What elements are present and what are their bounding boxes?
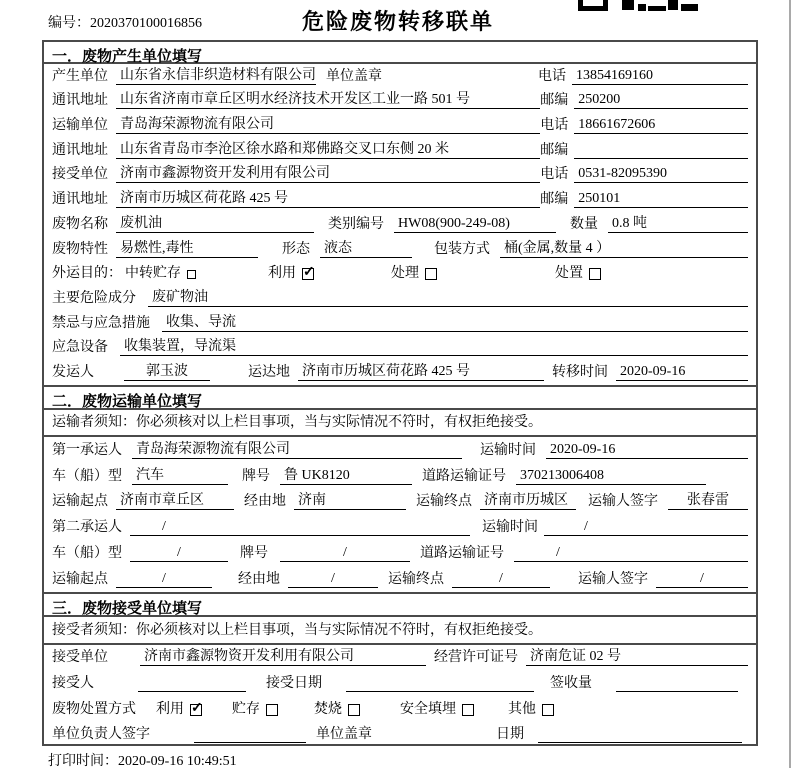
print-time-value: 2020-09-16 10:49:51 [118,754,237,768]
emergency-equipment-value: 收集装置，导流渠 [120,335,748,356]
row-waste-name [44,212,756,237]
transfer-time-label: 转移时间 [552,364,608,380]
address-label: 通讯地址 [52,93,108,109]
accept-date-label: 接受日期 [266,676,322,692]
route-via-value: / [288,571,378,588]
disposal-method-label: 废物处置方式 [52,701,136,717]
carrier-signature-label: 运输人签字 [578,571,648,587]
vehicle-type-label: 车（船）型 [52,545,122,561]
print-time-label: 打印时间： [48,754,118,768]
waste-name-value: 废机油 [116,212,314,233]
purpose-opt-use-label: 利用 [268,266,296,282]
purpose-opt-storage-checkbox [187,270,196,279]
acceptor-label: 接受人 [52,676,94,692]
route-start-label: 运输起点 [52,494,108,510]
row-emergency-equipment [44,336,756,361]
accept-date-value [346,691,534,692]
disposal-opt-use-label: 利用 [156,701,184,717]
row-vehicle-1 [44,463,756,489]
generator-value: 山东省永信非织造材料有限公司 [116,64,316,85]
phone-label: 电话 [538,68,566,84]
receiver-notice-text: 接受者须知：你必须核对以上栏目事项，当与实际情况不符时，有权拒绝接受。 [52,622,542,638]
precautions-label: 禁忌与应急措施 [52,315,150,331]
main-hazard-value: 废矿物油 [148,286,748,307]
plate-label: 牌号 [240,545,268,561]
transport-time-value: 2020-09-16 [546,442,748,459]
transporter-notice-text: 运输者须知：你必须核对以上栏目事项，当与实际情况不符时，有权拒绝接受。 [52,414,542,430]
destination-label: 运达地 [248,364,290,380]
received-qty-label: 签收量 [550,676,592,692]
row-receiving-unit [44,645,756,671]
plate-value: 鲁 UK8120 [280,464,412,485]
address-value: 济南市历城区荷花路 425 号 [116,187,540,208]
road-permit-value: 370213006408 [516,468,706,485]
packing-value: 桶(金属,数量 4 ） [500,237,748,258]
row-transporter [44,113,756,138]
waste-props-value: 易燃性,毒性 [116,237,258,258]
road-permit-value: / [514,545,748,562]
waste-name-label: 废物名称 [52,216,108,232]
first-carrier-value: 青岛海荣源物流有限公司 [132,438,462,459]
route-start-value: 济南市章丘区 [116,489,234,510]
row-receiver-notice [44,617,756,645]
row-route-2 [44,566,756,592]
date-label: 日期 [496,727,524,743]
responsible-signature-label: 单位负责人签字 [52,727,150,743]
doc-number-value: 2020370100016856 [90,16,202,31]
vehicle-type-value: 汽车 [132,464,228,485]
row-main-hazard [44,286,756,311]
received-qty-value [616,691,738,692]
consignor-value: 郭玉波 [124,360,210,381]
row-transfer-purpose [44,262,756,287]
second-carrier-value: / [130,519,470,536]
first-carrier-label: 第一承运人 [52,442,122,458]
route-start-value: / [116,571,212,588]
postcode-label: 邮编 [540,93,569,109]
transporter-value: 青岛海荣源物流有限公司 [116,113,540,134]
phone-value: 18661672606 [574,117,748,134]
doc-number-label: 编号： [48,16,90,31]
postcode-label: 邮编 [540,192,569,208]
address-label: 通讯地址 [52,192,108,208]
address-value: 山东省济南市章丘区明水经济技术开发区工业一路 501 号 [116,88,540,109]
emergency-equipment-label: 应急设备 [52,340,108,356]
route-start-label: 运输起点 [52,571,108,587]
disposal-opt-use-checkbox [190,704,202,716]
disposal-opt-landfill-label: 安全填埋 [400,701,456,717]
route-end-value: / [452,571,550,588]
section2-header: 二．废物运输单位填写 [44,385,756,410]
row-second-carrier [44,514,756,540]
phone-value: 0531-82095390 [574,166,748,183]
purpose-opt-treat-checkbox [425,268,437,280]
category-label: 类别编号 [328,216,384,232]
road-permit-label: 道路运输证号 [422,468,506,484]
category-value: HW08(900-249-08) [394,216,556,233]
seal-label: 单位盖章 [326,68,382,84]
plate-label: 牌号 [242,468,270,484]
route-end-label: 运输终点 [416,494,472,510]
route-end-value: 济南市历城区 [480,489,576,510]
row-route-1 [44,489,756,515]
row-first-carrier [44,437,756,463]
destination-value: 济南市历城区荷花路 425 号 [298,360,544,381]
transport-time-label: 运输时间 [480,442,536,458]
disposal-opt-other-checkbox [542,704,554,716]
print-time [48,750,237,768]
phone-value: 13854169160 [572,68,748,85]
vehicle-type-value: / [130,545,228,562]
receiver-value: 济南市鑫源物资开发利用有限公司 [116,162,540,183]
row-disposal-method [44,696,756,722]
quantity-label: 数量 [570,216,598,232]
receiving-unit-value: 济南市鑫源物资开发利用有限公司 [140,645,426,666]
date-value [538,742,742,743]
main-hazard-label: 主要危险成分 [52,290,136,306]
transfer-time-value: 2020-09-16 [616,364,748,381]
purpose-opt-treat-label: 处理 [391,266,419,282]
page-title: 危险废物转移联单 [301,9,494,34]
route-via-label: 经由地 [244,494,286,510]
waste-props-label: 废物特性 [52,241,108,257]
row-responsible-signature [44,722,756,748]
postcode-value: 250101 [574,191,748,208]
transporter-label: 运输单位 [52,118,108,134]
address-value: 山东省青岛市李沧区徐水路和郑佛路交叉口东侧 20 米 [116,138,540,159]
postcode-value [574,158,748,159]
row-precautions [44,311,756,336]
row-acceptor [44,670,756,696]
quantity-value: 0.8 吨 [608,212,748,233]
postcode-value: 250200 [574,92,748,109]
form-label: 形态 [282,241,310,257]
route-via-label: 经由地 [238,571,280,587]
row-consignor [44,360,756,385]
precautions-value: 收集、导流 [162,311,748,332]
consignor-label: 发运人 [52,364,94,380]
disposal-opt-store-checkbox [266,704,278,716]
responsible-signature-value [194,742,306,743]
page-edge-line [789,0,791,768]
section3-header: 三．废物接受单位填写 [44,592,756,617]
license-label: 经营许可证号 [434,650,518,666]
carrier-signature-value: / [656,571,748,588]
address-label: 通讯地址 [52,142,108,158]
purpose-opt-storage-label: 中转贮存 [125,266,181,282]
section1-header: 一．废物产生单位填写 [44,42,756,64]
unit-seal-label: 单位盖章 [316,727,372,743]
purpose-opt-dispose-checkbox [589,268,601,280]
phone-label: 电话 [540,167,569,183]
row-transporter-notice [44,410,756,437]
transfer-form-table [42,40,758,746]
row-waste-properties [44,237,756,262]
generator-label: 产生单位 [52,68,108,84]
carrier-signature-value: 张春雷 [668,489,748,510]
qr-code-fragment [578,0,700,11]
row-receiver [44,163,756,188]
license-value: 济南危证 02 号 [526,645,748,666]
row-receiver-address [44,187,756,212]
purpose-opt-dispose-label: 处置 [555,266,583,282]
transport-time-value: / [544,519,748,536]
disposal-opt-incinerate-label: 焚烧 [314,701,342,717]
receiving-unit-label: 接受单位 [52,650,108,666]
second-carrier-label: 第二承运人 [52,520,122,536]
transport-time-label: 运输时间 [482,520,538,536]
route-via-value: 济南 [294,489,406,510]
purpose-opt-use-checkbox [302,268,314,280]
postcode-label: 邮编 [540,142,569,158]
phone-label: 电话 [540,118,569,134]
receiver-label: 接受单位 [52,167,108,183]
row-generator [44,64,756,89]
disposal-opt-store-label: 贮存 [232,701,260,717]
row-transporter-address [44,138,756,163]
road-permit-label: 道路运输证号 [420,545,504,561]
packing-label: 包装方式 [434,241,490,257]
purpose-label: 外运目的： [52,266,122,282]
plate-value: / [280,545,410,562]
disposal-opt-other-label: 其他 [508,701,536,717]
row-vehicle-2 [44,540,756,566]
form-value: 液态 [320,237,412,258]
disposal-opt-landfill-checkbox [462,704,474,716]
route-end-label: 运输终点 [388,571,444,587]
vehicle-type-label: 车（船）型 [52,468,122,484]
disposal-opt-incinerate-checkbox [348,704,360,716]
acceptor-value [138,691,246,692]
carrier-signature-label: 运输人签字 [588,494,658,510]
row-generator-address [44,89,756,114]
